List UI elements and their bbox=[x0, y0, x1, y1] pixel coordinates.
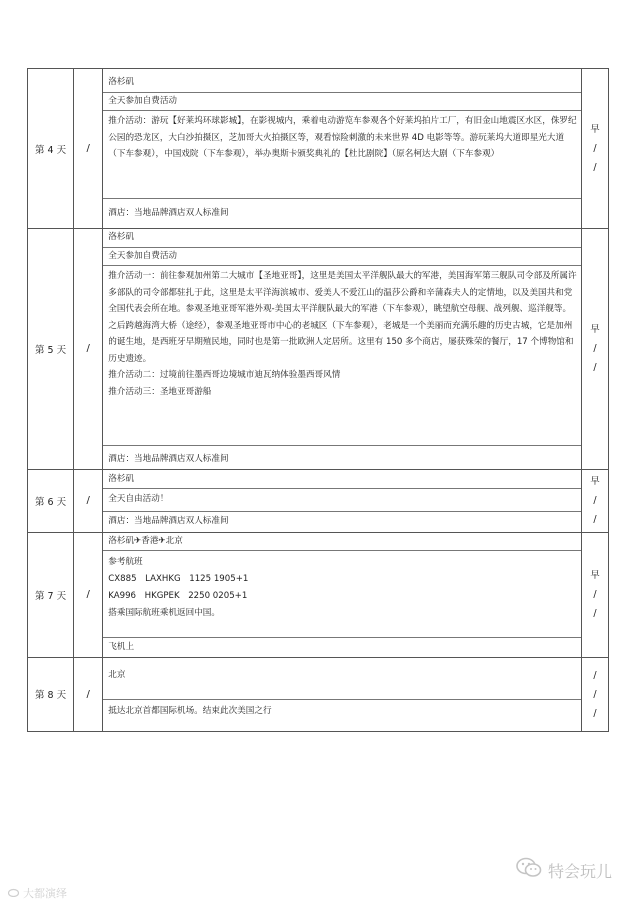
day-row bbox=[28, 229, 609, 470]
activity-paragraph: 推介活动：游玩【好莱坞环球影城】，在影视城内，乘着电动游览车参观各个好莱坞拍片工厂，有旧金山地震区水区，侏罗纪公园的恐龙区，大白沙拍摄区，芝加哥大火拍摄区等，观看惊险刺激的未来世界 4D 电影等等。游玩莱坞大道即星光大道（下车参观），中国戏院（下车参观），举办奥斯卡颁奖典礼的【杜比剧院】（原名柯达大剧（下车参观） bbox=[108, 116, 577, 160]
lunch-mark: / bbox=[593, 589, 597, 600]
hotel-line: 飞机上 bbox=[108, 642, 135, 652]
day-content bbox=[103, 469, 582, 532]
day-row bbox=[28, 532, 609, 657]
day-content bbox=[103, 532, 582, 657]
dinner-mark: / bbox=[593, 608, 597, 619]
transport-cell: / bbox=[74, 69, 103, 229]
weibo-icon bbox=[8, 887, 20, 900]
transport-cell: / bbox=[74, 657, 103, 731]
breakfast-mark: 早 bbox=[590, 570, 600, 581]
watermark-text: 特会玩儿 bbox=[547, 861, 612, 881]
day-label: 第 5 天 bbox=[28, 229, 74, 470]
itinerary-table bbox=[27, 68, 609, 732]
meals-cell bbox=[581, 229, 608, 470]
subtitle-line: 全天参加自费活动 bbox=[103, 248, 581, 267]
wechat-icon bbox=[516, 857, 542, 883]
subtitle-line: 全天参加自费活动 bbox=[103, 93, 581, 112]
dinner-mark: / bbox=[593, 362, 597, 374]
flight-entry: CX885 LAXHKG 1125 1905+1 bbox=[108, 574, 249, 584]
day-label: 第 6 天 bbox=[28, 469, 74, 532]
activity-text bbox=[103, 111, 581, 199]
day-label: 第 4 天 bbox=[28, 69, 74, 229]
city-line: 洛杉矶 bbox=[103, 74, 581, 93]
city-line: 洛杉矶✈香港✈北京 bbox=[103, 533, 581, 552]
day-row bbox=[28, 69, 609, 229]
day-content bbox=[103, 229, 582, 470]
hotel-line: 酒店：当地品牌酒店双人标准间 bbox=[108, 454, 229, 464]
hotel-line: 酒店：当地品牌酒店双人标准间 bbox=[108, 208, 229, 219]
transport-cell: / bbox=[74, 469, 103, 532]
lunch-mark: / bbox=[593, 343, 597, 355]
meals-cell bbox=[581, 469, 608, 532]
flight-title: 参考航班 bbox=[108, 557, 143, 567]
meals-cell bbox=[581, 657, 608, 731]
breakfast-mark: 早 bbox=[590, 324, 600, 336]
activity-paragraph: 推介活动一：前往参观加州第二大城市【圣地亚哥】，这里是美国太平洋舰队最大的军港，美国海军第三舰队司令部及所属许多部队的司令部都驻扎于此，这里是太平洋海滨城市、爱美人不爱江山的温莎公爵和辛蒲森夫人的定情地，以及美国共和党全国代表会所在地。参观圣地亚哥军港外观-美国太平洋舰队最大的军港（下车参观），眺望航空母舰、战列舰、巡洋舰等。之后跨越海湾大桥（途经），参观圣地亚哥市中心的老城区（下车参观），老城是一个美丽而充满乐趣的历史古城，它是加州的诞生地，是西班牙早期殖民地，同时也是第一批欧洲人定居所。这里有 150 多个商店，屡获殊荣的餐厅，17 个博物馆和历史遗迹。 bbox=[108, 271, 577, 364]
activity-text bbox=[103, 266, 581, 446]
watermark-brand bbox=[516, 857, 612, 883]
day-content bbox=[103, 657, 582, 731]
city-line: 北京 bbox=[103, 667, 581, 700]
activity-paragraph: 推介活动二：过境前往墨西哥边境城市迪瓦纳体验墨西哥风情 bbox=[108, 370, 341, 380]
watermark-source-text: 大都演绎 bbox=[23, 887, 67, 900]
meals-cell bbox=[581, 69, 608, 229]
day-row bbox=[28, 469, 609, 532]
lunch-mark: / bbox=[593, 495, 597, 506]
breakfast-mark: 早 bbox=[590, 124, 600, 135]
city-line: 洛杉矶 bbox=[103, 229, 581, 248]
subtitle-line: 抵达北京首都国际机场。结束此次美国之行 bbox=[108, 706, 272, 717]
day-content bbox=[103, 69, 582, 229]
lunch-mark: / bbox=[593, 688, 597, 700]
flight-note: 搭乘国际航班乘机返回中国。 bbox=[108, 608, 220, 618]
flight-info bbox=[103, 551, 581, 638]
subtitle-line: 全天自由活动！ bbox=[103, 489, 581, 512]
breakfast-mark: / bbox=[593, 669, 597, 681]
activity-paragraph: 推介活动三：圣地亚哥游船 bbox=[108, 386, 212, 397]
transport-cell: / bbox=[74, 532, 103, 657]
day-row bbox=[28, 657, 609, 731]
watermark-source bbox=[8, 885, 67, 901]
meals-cell bbox=[581, 532, 608, 657]
transport-cell: / bbox=[74, 229, 103, 470]
day-label: 第 8 天 bbox=[28, 657, 74, 731]
dinner-mark: / bbox=[593, 707, 597, 719]
hotel-line: 酒店：当地品牌酒店双人标准间 bbox=[108, 515, 229, 526]
lunch-mark: / bbox=[593, 143, 597, 154]
breakfast-mark: 早 bbox=[590, 476, 600, 487]
dinner-mark: / bbox=[593, 514, 597, 525]
day-label: 第 7 天 bbox=[28, 532, 74, 657]
flight-entry: KA996 HKGPEK 2250 0205+1 bbox=[108, 591, 248, 601]
dinner-mark: / bbox=[593, 162, 597, 173]
city-line: 洛杉矶 bbox=[103, 471, 581, 490]
